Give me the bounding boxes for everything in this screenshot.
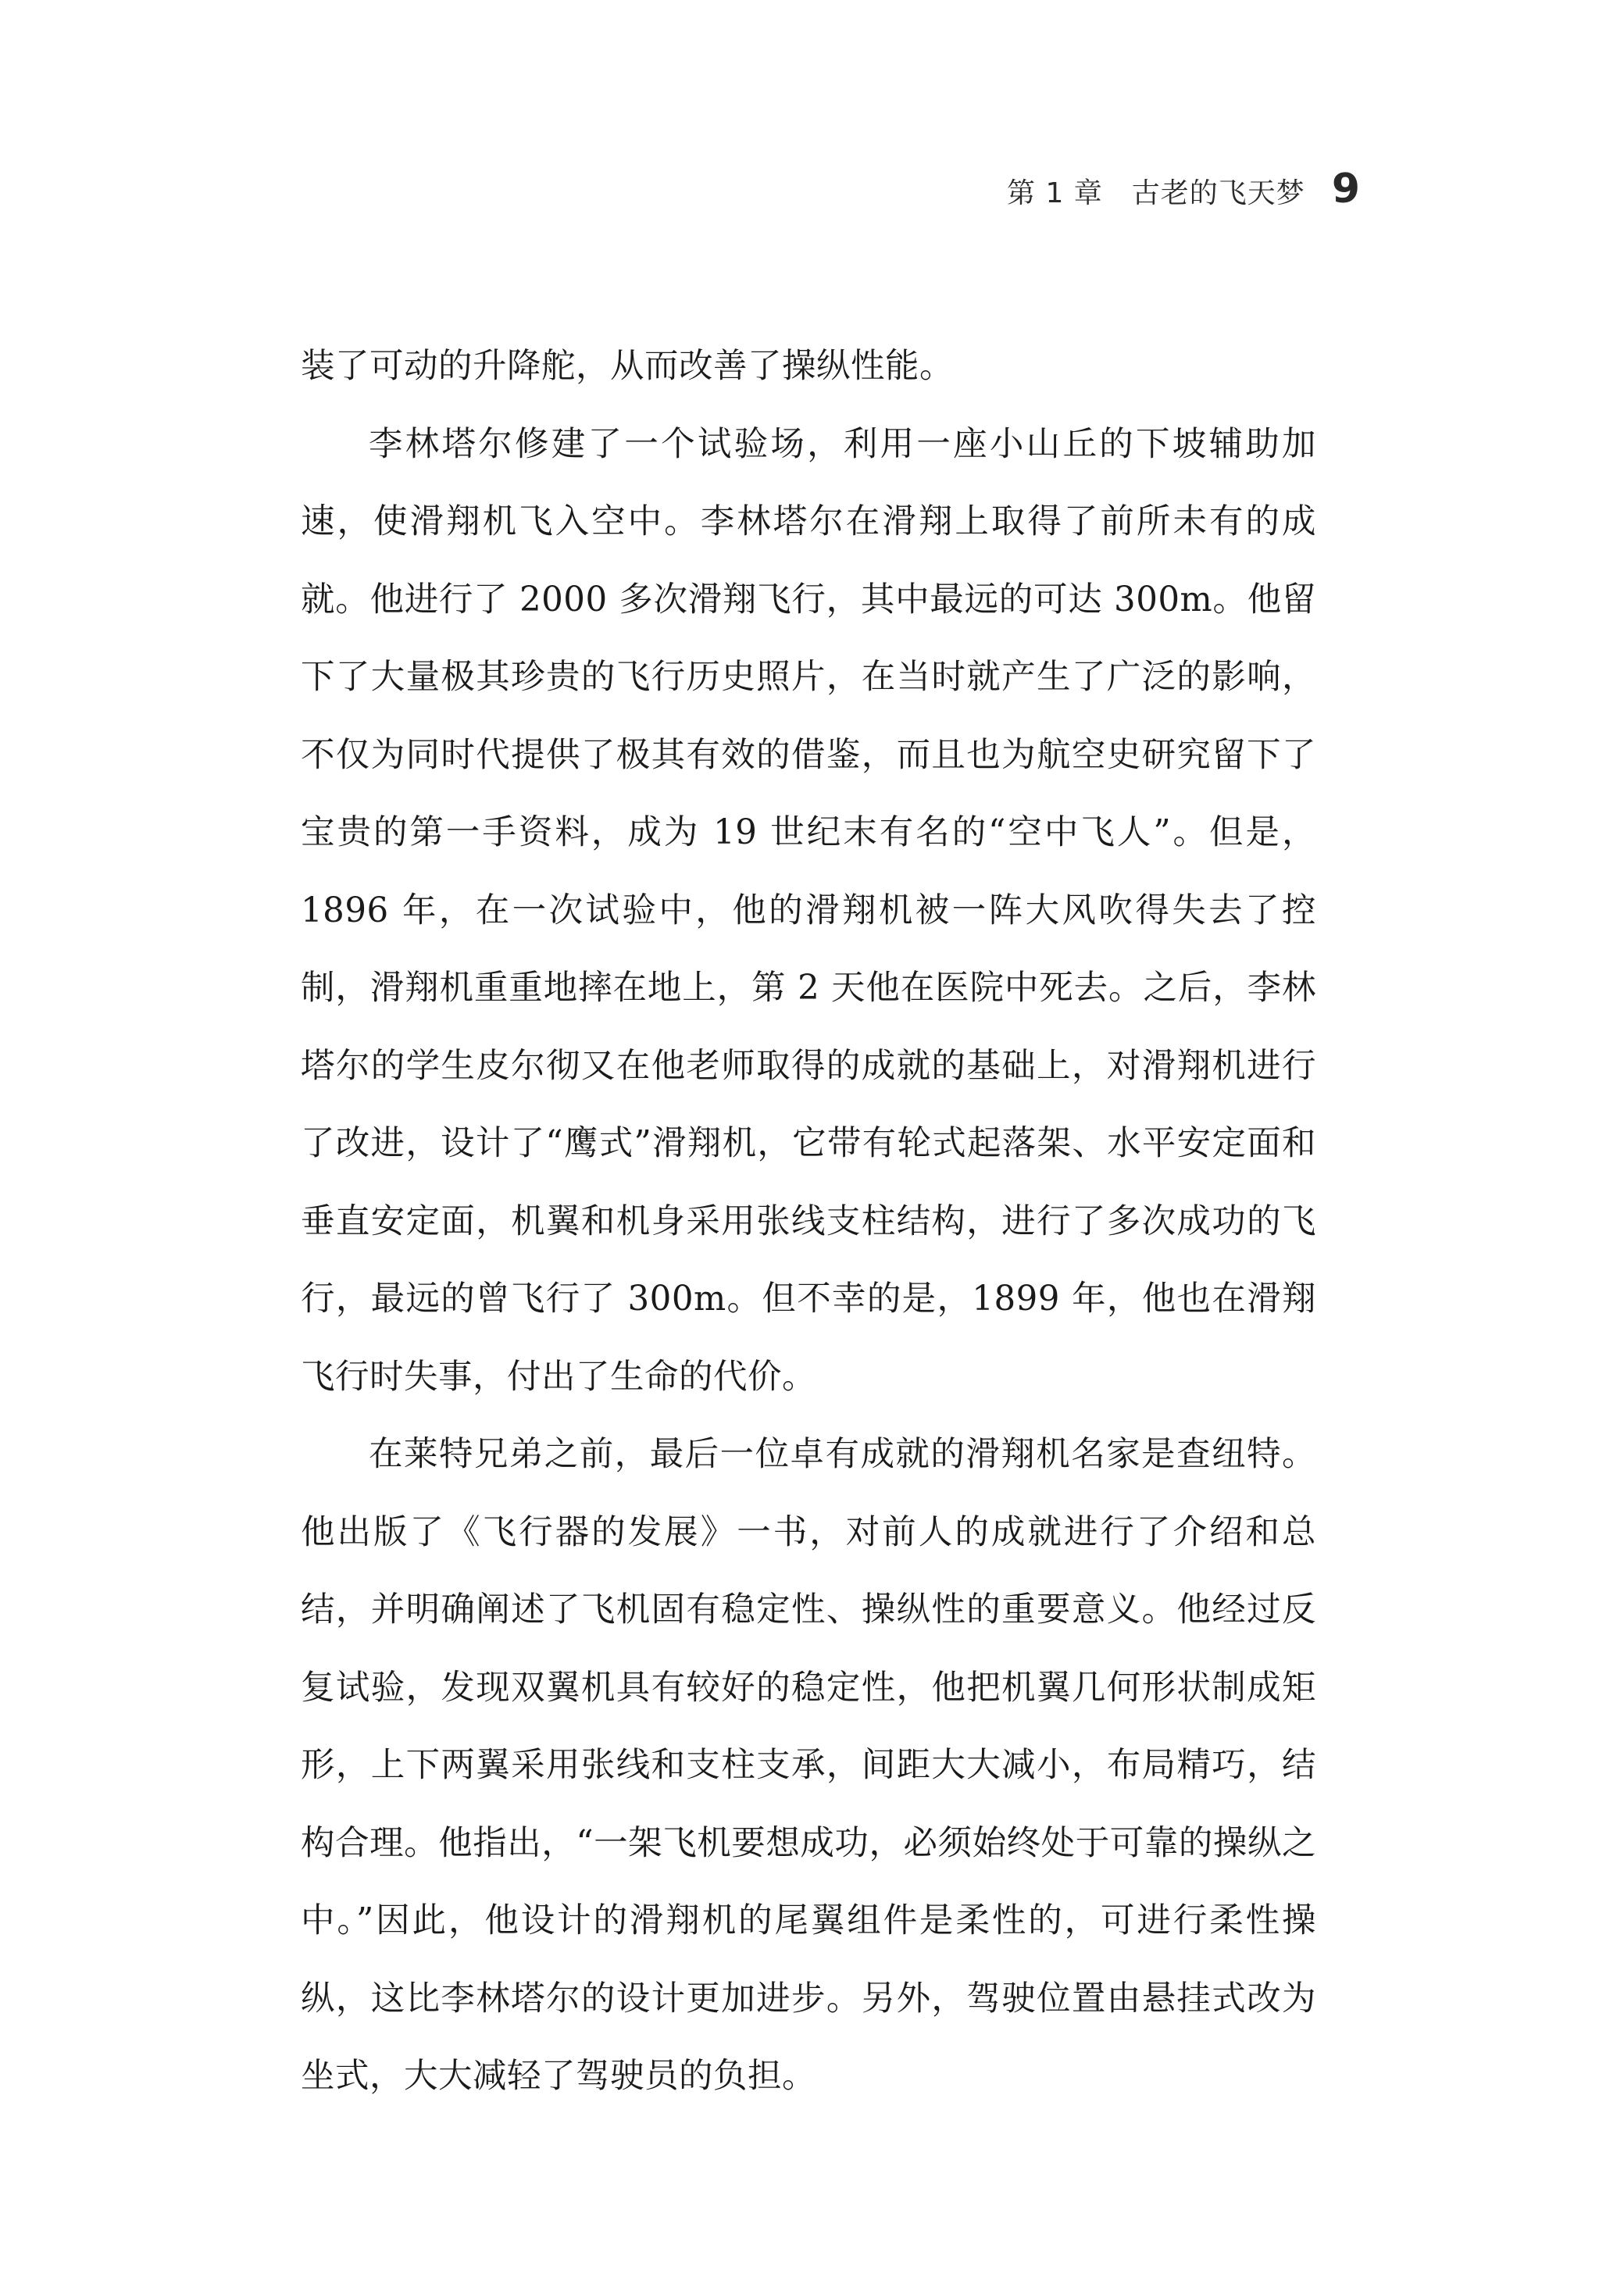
chapter-title: 第 1 章 古老的飞天梦 <box>1007 177 1305 209</box>
paragraph-lilienthal: 李林塔尔修建了一个试验场，利用一座小山丘的下坡辅助加速，使滑翔机飞入空中。李林塔尔在滑翔上取得了前所未有的成就。他进行了 2000 多次滑翔飞行，其中最远的可达 300m。他留下了大量极其珍贵的飞行历史照片，在当时就产生了广泛的影响，不仅为同时代提供了极其有效的借鉴，而且也为航空史研究留下了宝贵的第一手资料，成为 19 世纪末有名的“空中飞人”。但是，1896 年，在一次试验中，他的滑翔机被一阵大风吹得失去了控制，滑翔机重重地摔在地上，第 2 天他在医院中死去。之后，李林塔尔的学生皮尔彻又在他老师取得的成就的基础上，对滑翔机进行了改进，设计了“鹰式”滑翔机，它带有轮式起落架、水平安定面和垂直安定面，机翼和机身采用张线支柱结构，进行了多次成功的飞行，最远的曾飞行了 300m。但不幸的是，1899 年，他也在滑翔飞行时失事，付出了生命的代价。 <box>301 424 1316 1397</box>
paragraph-continuation: 装了可动的升降舵，从而改善了操纵性能。 <box>301 347 954 386</box>
running-header <box>1007 166 1360 212</box>
page-number: 9 <box>1331 166 1360 212</box>
paragraph-chanute: 在莱特兄弟之前，最后一位卓有成就的滑翔机名家是查纽特。他出版了《飞行器的发展》一书，对前人的成就进行了介绍和总结，并明确阐述了飞机固有稳定性、操纵性的重要意义。他经过反复试验，发现双翼机具有较好的稳定性，他把机翼几何形状制成矩形，上下两翼采用张线和支柱支承，间距大大减小，布局精巧，结构合理。他指出，“一架飞机要想成功，必须始终处于可靠的操纵之中。”因此，他设计的滑翔机的尾翼组件是柔性的，可进行柔性操纵，这比李林塔尔的设计更加进步。另外，驾驶位置由悬挂式改为坐式，大大减轻了驾驶员的负担。 <box>301 1435 1316 2096</box>
body-text <box>301 328 1316 2116</box>
